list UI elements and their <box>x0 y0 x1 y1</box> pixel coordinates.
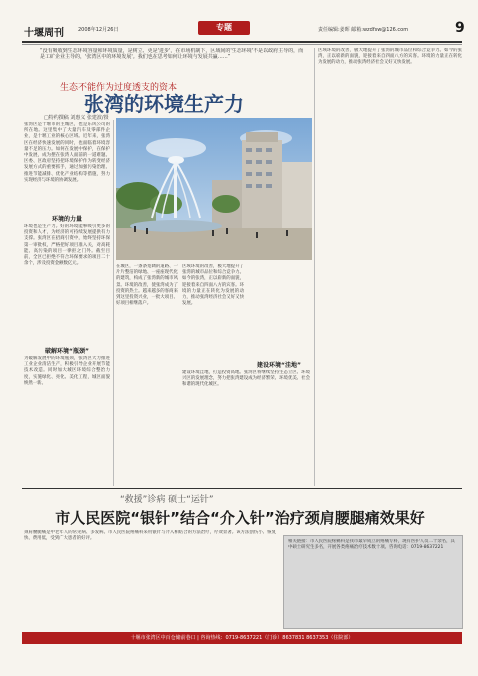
body-column-3: 为破解发展中的环境瓶颈，张湾区大力推进工业企业清洁生产，积极引导企业开展节能技术改造。同时加大城区环境综合整治力度，实施绿化、亮化、美化工程，城区面貌焕然一新。 <box>24 356 110 386</box>
column-divider-right <box>314 48 315 486</box>
section-heading-2: 破解环境“瓶颈” <box>45 348 89 355</box>
masthead: 十堰周刊 <box>24 28 64 39</box>
column-divider <box>113 120 114 486</box>
page-number: 9 <box>455 20 465 36</box>
lead-paragraph: “没有吸收到生态环境容量和环境质量，是树立、更是'进步'，在市场机制下，区域间的'生态环境'不是以政府主导的，而是工矿企业主导的，'张湾区中的环境发展'。我们也在思考如何让环境与发展共赢……” <box>40 48 304 61</box>
article-title: 张湾的环境生产力 <box>84 92 244 116</box>
page-footer: 十堰市张湾区中百仓储前巷口 | 咨询热线：0719-8637221（门诊）8637831 8637353（住院部） <box>22 632 462 644</box>
article-subtitle: 生态不能作为过度透支的资本 <box>60 83 178 93</box>
ad-body: 颈肩腰腿痛是中老年人的常见病、多发病。市人民医院疼痛科采用银针与介入相结合的方法治疗，疗效显著。该方法创伤小、恢复快、费用低，受到广大患者的好评。 <box>24 530 276 542</box>
body-column-6: 建设环境洼地，打造投资高地。张湾区将继续坚持生态立区、环境兴区的发展理念，努力把张湾建设成为经济繁荣、环境优美、社会和谐的现代化城区。 <box>182 370 310 388</box>
ad-sidebar-text: 相关链接：市人民医院疼痛科是我市最早成立的疼痛专科，现有医护人员二十余名，其中硕士研究生多名，开展各类疼痛治疗技术数十项。咨询电话：0719-8637221 <box>288 539 455 550</box>
section-badge: 专题 <box>198 21 250 35</box>
header-rule-thin <box>22 44 462 45</box>
body-column-5: 区域环境的改善，极大地提升了张湾的城市品位和综合竞争力。如今的张湾，正以崭新的面貌，迎接着来自四面八方的宾客。环境的力量正在转化为发展的动力，推动张湾经济社会又好又快发展。 <box>182 264 244 307</box>
page-header <box>0 0 478 44</box>
body-column-2: 环境也是生产力。好的环境能够吸引更多的投资和人才，为经济的可持续发展提供有力支撑。张湾区在招商引资中，始终坚持环保第一审批权，严格把好项目准入关，对高耗能、高污染的项目一律拒之门外。截至目前，全区已拒绝不符合环保要求的项目二十余个，涉及投资金额数亿元。 <box>24 224 110 267</box>
byline: □特约撰稿 刘惠义 张建波/摄 <box>44 115 109 121</box>
ad-headline: 市人民医院“银针”结合“介入针”治疗颈肩腰腿痛效果好 <box>55 509 425 527</box>
header-rule <box>22 41 462 43</box>
city-plaza-photo <box>116 118 312 260</box>
ad-kicker: “救援”诊病 硕士“运针” <box>120 495 214 505</box>
body-column-4: 在城区，一条条宽阔的道路、一片片整洁的绿地、一座座现代化的建筑，构成了张湾新的城市风景。环境的改善，使张湾成为了投资的热土。越来越多的客商来到这里投资兴业，一批大项目、好项目相继落户。 <box>116 264 178 307</box>
body-column-right: 区域环境的改善，极大地提升了张湾的城市品位和综合竞争力。如今的张湾，正以崭新的面貌，迎接着来自四面八方的宾客。环境的力量正在转化为发展的动力，推动张湾经济社会又好又快发展。 <box>318 48 462 66</box>
editor-info: 责任编辑:姜晖 邮箱:wzdfsw@126.com <box>318 27 409 33</box>
body-column-1: 张湾区是十堰市的主城区，也是东风公司的所在地。这里集中了大量汽车及零部件企业，是十堰工业的核心区域。近年来，张湾区在经济快速发展的同时，也面临着环境容量不足的压力。如何在发展中保护，在保护中发展，成为摆在张湾人面前的一道难题。区委、区政府坚持把环境保护作为转变经济发展方式的重要抓手，通过加强污染治理、推进节能减排、优化产业结构等措施，努力实现经济与环境的协调发展。 <box>24 122 110 183</box>
ad-sidebar-box <box>283 535 463 629</box>
ad-rule <box>22 488 462 489</box>
section-heading-3: 建设环境“洼地” <box>257 362 301 369</box>
section-heading-1: 环境的力量 <box>51 216 82 223</box>
issue-date: 2008年12月26日 <box>78 27 119 33</box>
